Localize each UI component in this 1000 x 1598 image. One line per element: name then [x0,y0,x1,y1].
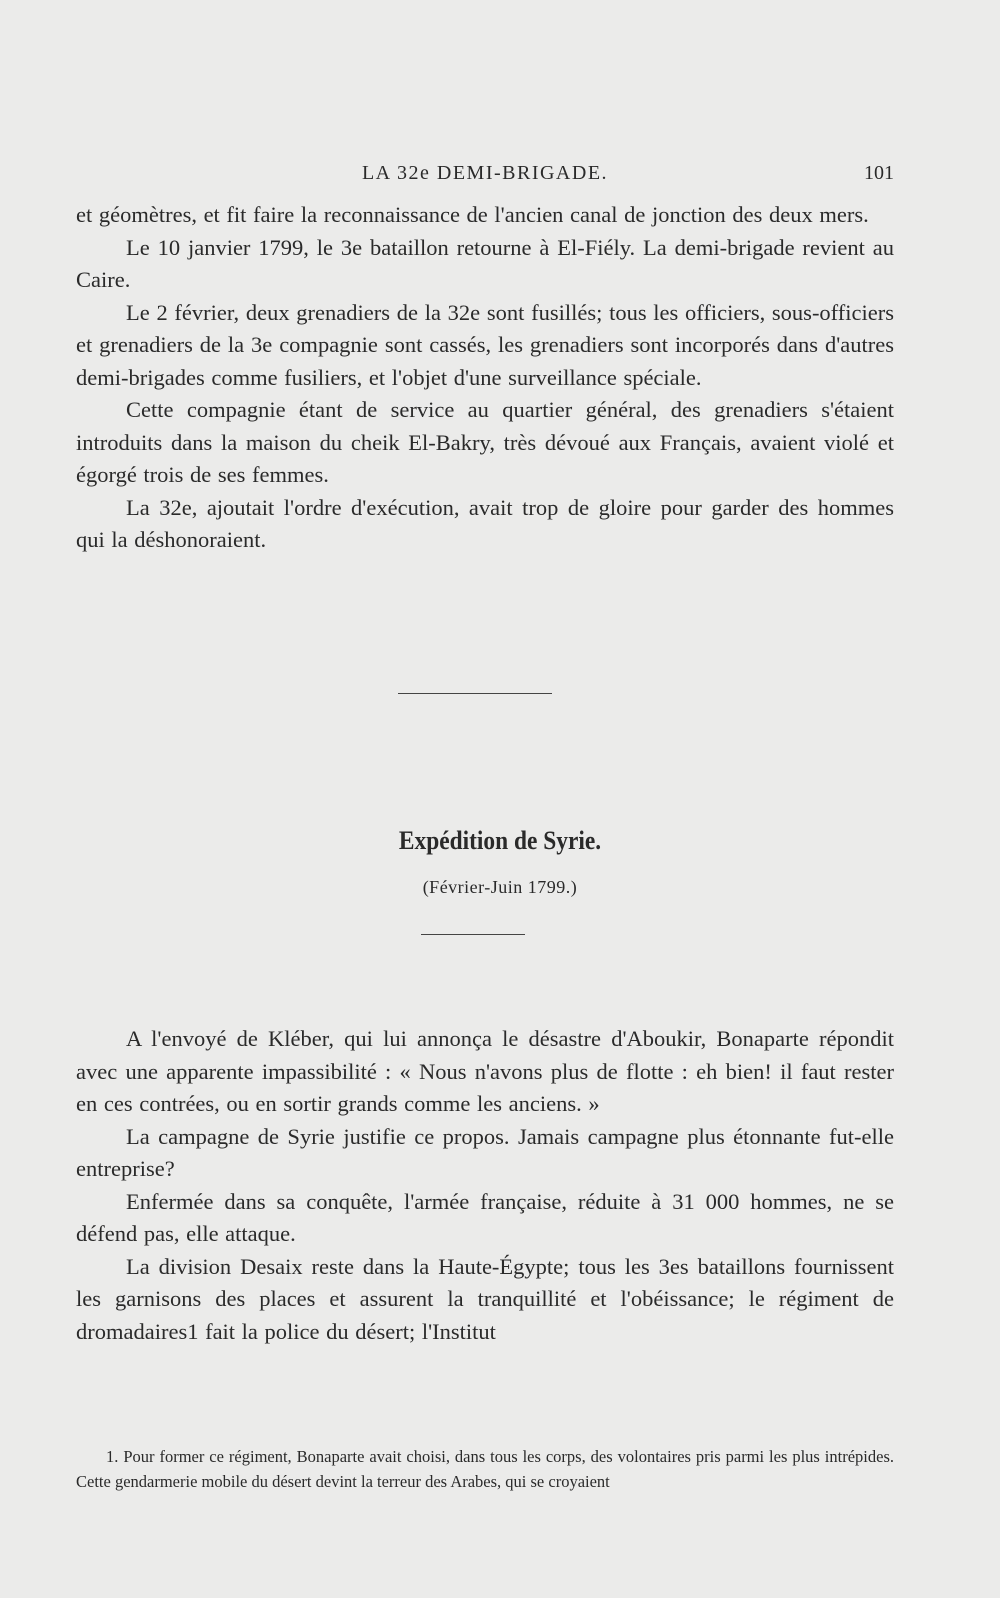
paragraph: Le 10 janvier 1799, le 3e bataillon retourne à El-Fiély. La demi-brigade revient au Caire. [76,234,894,292]
bottom-text-block [76,1023,894,1348]
page-header [76,162,894,192]
paragraph: Cette compagnie étant de service au quartier général, des grenadiers s'étaient introduits dans la maison du cheik El-Bakry, très dévoué aux Français, avaient violé et égorgé trois de ses femmes. [76,397,894,487]
running-title: LA 32e DEMI-BRIGADE. [361,162,609,184]
paragraph: La campagne de Syrie justifie ce propos. Jamais campagne plus étonnante fut-elle entreprise? [76,1123,894,1181]
page-number: 101 [864,162,894,184]
section-subtitle: (Février-Juin 1799.) [422,877,578,897]
paragraph: et géomètres, et fit faire la reconnaissance de l'ancien canal de jonction des deux mers. [76,202,869,227]
paragraph: Enfermée dans sa conquête, l'armée française, réduite à 31 000 hommes, ne se défend pas, elle attaque. [76,1188,894,1246]
divider-rule [421,934,525,935]
section-title: Expédition de Syrie. [398,826,602,855]
paragraph: La 32e, ajoutait l'ordre d'exécution, avait trop de gloire pour garder des hommes qui la déshonoraient. [76,494,894,552]
paragraph: Le 2 février, deux grenadiers de la 32e sont fusillés; tous les officiers, sous-officiers et grenadiers de la 3e compagnie sont cassés, les grenadiers sont incorporés dans d'autres demi-brigades comme fusiliers, et l'objet d'une surveillance spéciale. [76,299,894,390]
paragraph: La division Desaix reste dans la Haute-Égypte; tous les 3es bataillons fournissent les garnisons des places et assurent la tranquillité et l'obéissance; le régiment de dromadaires1 fait la police du désert; l'Institut [76,1253,894,1344]
divider-rule [398,693,552,694]
paragraph: A l'envoyé de Kléber, qui lui annonça le désastre d'Aboukir, Bonaparte répondit avec une apparente impassibilité : « Nous n'avons plus de flotte : eh bien! il faut rester en ces contrées, ou en sortir grands comme les anciens. » [76,1026,894,1116]
top-text-block [76,199,894,557]
footnote: 1. Pour former ce régiment, Bonaparte avait choisi, dans tous les corps, des volontaires pris parmi les plus intrépides. Cette gendarmerie mobile du désert devint la terreur des Arabes, qui se croyaient [76,1447,894,1491]
